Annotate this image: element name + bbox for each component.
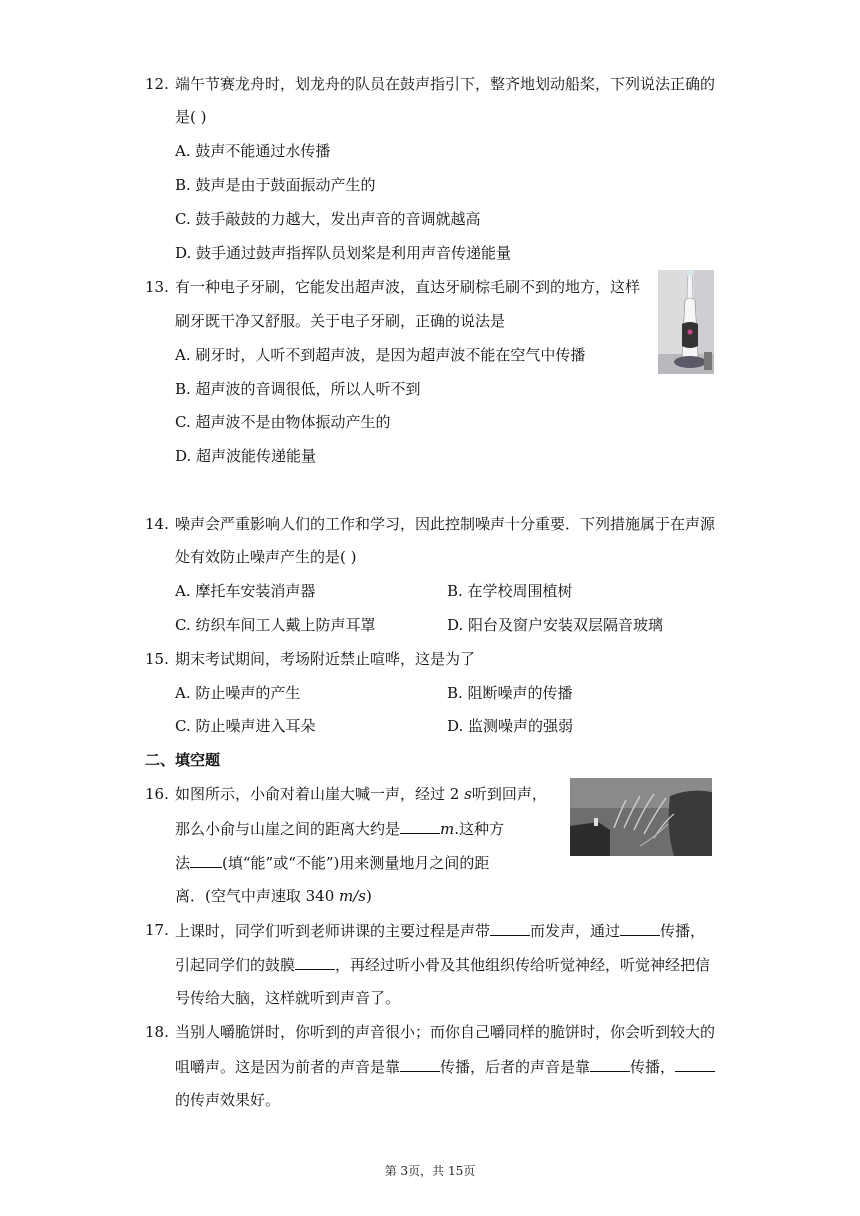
q12-option-a: A. 鼓声不能通过水传播 [175, 142, 331, 160]
q13-option-a: A. 刷牙时，人听不到超声波，是因为超声波不能在空气中传播 [175, 346, 586, 364]
q16-line2 [175, 818, 504, 839]
q17-line3: 号传给大脑，这样就听到声音了。 [175, 989, 401, 1007]
q15-option-a: A. 防止噪声的产生 [175, 684, 301, 702]
q16-line1-text-b: 听到回声， [471, 785, 547, 803]
q14-option-a: A. 摩托车安装消声器 [175, 582, 316, 600]
q16-line1 [175, 784, 547, 804]
q18-blank-3[interactable] [675, 1056, 715, 1072]
q16-line3-text-a: 法 [175, 854, 191, 872]
q18-line2-text-c: 传播， [630, 1058, 676, 1076]
q13-stem-line1: 有一种电子牙刷，它能发出超声波，直达牙刷棕毛刷不到的地方，这样 [175, 278, 641, 296]
q14-option-b: B. 在学校周围植树 [447, 582, 573, 600]
q12-number: 12. [145, 75, 169, 93]
q13-stem-line2: 刷牙既干净又舒服。关于电子牙刷，正确的说法是 [175, 312, 506, 330]
q13-option-d: D. 超声波能传递能量 [175, 447, 317, 465]
q17-blank-2[interactable] [620, 920, 660, 936]
q17-line2-text-b: ，再经过听小骨及其他组织传给听觉神经，听觉神经把信 [335, 956, 711, 974]
q12-option-d: D. 鼓手通过鼓声指挥队员划桨是利用声音传递能量 [175, 244, 512, 262]
q12-option-b: B. 鼓声是由于鼓面振动产生的 [175, 176, 376, 194]
q15-option-b: B. 阻断噪声的传播 [447, 684, 573, 702]
q16-line2-text-a: 那么小俞与山崖之间的距离大约是 [175, 820, 401, 838]
q18-line3: 的传声效果好。 [175, 1091, 281, 1109]
q13-number: 13. [145, 278, 169, 296]
q17-blank-1[interactable] [490, 920, 530, 936]
q16-line1-text-a: 如图所示，小俞对着山崖大喊一声，经过 2 [175, 785, 460, 803]
q16-blank-1[interactable] [400, 818, 440, 834]
q17-line1-text-c: 传播， [660, 922, 706, 940]
q18-blank-2[interactable] [590, 1056, 630, 1072]
q17-line2 [175, 954, 710, 975]
q16-unit-meters: m [440, 820, 455, 838]
q16-line3-text-b: (填“能”或“不能”)用来测量地月之间的距 [222, 854, 490, 872]
q15-option-d: D. 监测噪声的强弱 [447, 717, 574, 735]
q17-blank-3[interactable] [295, 954, 335, 970]
q16-line4 [175, 886, 372, 906]
q18-line2-text-a: 咀嚼声。这是因为前者的声音是靠 [175, 1058, 401, 1076]
cliff-echo-image [570, 778, 712, 856]
q17-line1-text-a: 上课时，同学们听到老师讲课的主要过程是声带 [175, 922, 491, 940]
q17-line1-text-b: 而发声，通过 [530, 922, 621, 940]
q17-line1 [175, 920, 705, 941]
q17-number: 17. [145, 921, 169, 939]
q16-number: 16. [145, 785, 169, 803]
q18-line1: 当别人嚼脆饼时，你听到的声音很小；而你自己嚼同样的脆饼时，你会听到较大的 [175, 1023, 716, 1041]
q13-option-c: C. 超声波不是由物体振动产生的 [175, 413, 391, 431]
toothbrush-image [658, 270, 714, 374]
q14-stem-line1: 噪声会严重影响人们的工作和学习，因此控制噪声十分重要．下列措施属于在声源 [175, 515, 716, 533]
q15-number: 15. [145, 650, 169, 668]
q16-unit-seconds: s [464, 785, 472, 803]
cliff-echo-illustration [570, 778, 712, 856]
q12-stem-line2: 是( ) [175, 108, 207, 126]
q16-line2-text-b: .这种方 [454, 820, 505, 838]
toothbrush-illustration [658, 270, 714, 374]
q16-line3 [175, 852, 489, 873]
q16-line4-text-a: 离．(空气中声速取 340 [175, 887, 340, 905]
q16-line4-text-b: ) [366, 887, 372, 905]
q16-unit-speed: m/s [339, 887, 367, 905]
q15-stem-line1: 期末考试期间，考场附近禁止喧哗，这是为了 [175, 650, 476, 668]
page-footer: 第 3页，共 15页 [384, 1164, 476, 1178]
q18-blank-1[interactable] [400, 1056, 440, 1072]
q14-stem-line2: 处有效防止噪声产生的是( ) [175, 548, 357, 566]
q18-line2-text-b: 传播，后者的声音是靠 [440, 1058, 591, 1076]
q15-option-c: C. 防止噪声进入耳朵 [175, 717, 316, 735]
q18-number: 18. [145, 1023, 169, 1041]
q14-option-d: D. 阳台及窗户安装双层隔音玻璃 [447, 616, 664, 634]
q12-stem-line1: 端午节赛龙舟时，划龙舟的队员在鼓声指引下，整齐地划动船桨，下列说法正确的 [175, 75, 716, 93]
q18-line2 [175, 1056, 715, 1077]
q16-blank-2[interactable] [190, 852, 222, 868]
q12-option-c: C. 鼓手敲鼓的力越大，发出声音的音调就越高 [175, 210, 481, 228]
q13-option-b: B. 超声波的音调很低，所以人听不到 [175, 380, 421, 398]
section-heading-fill-in: 二、填空题 [145, 751, 221, 769]
q14-option-c: C. 纺织车间工人戴上防声耳罩 [175, 616, 376, 634]
q17-line2-text-a: 引起同学们的鼓膜 [175, 956, 296, 974]
q14-number: 14. [145, 515, 169, 533]
